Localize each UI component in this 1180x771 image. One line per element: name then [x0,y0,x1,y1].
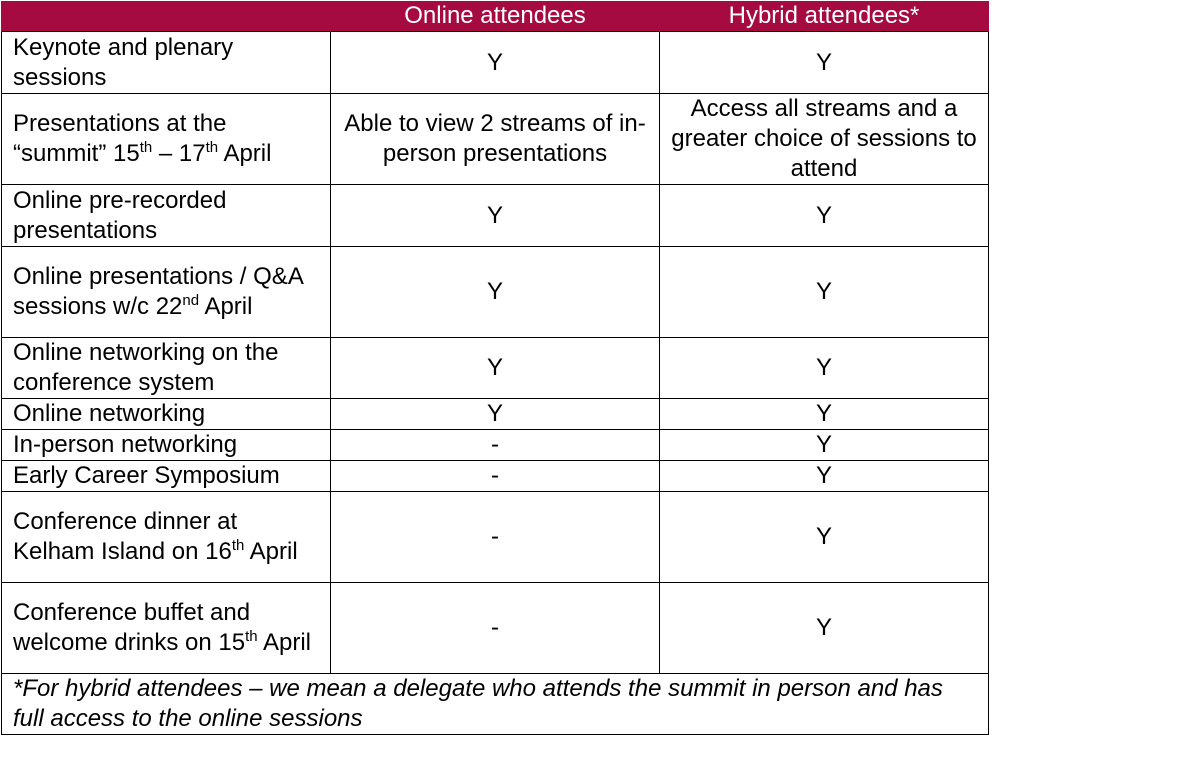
hybrid-value: Y [660,399,989,430]
feature-text: Conference dinner at Kelham Island on 16 [13,508,238,565]
hybrid-value: Y [660,583,989,674]
feature-text: Online presentations / Q&A sessions w/c 22 [13,263,303,320]
header-corner-cell [2,1,331,32]
feature-text: Conference buffet and welcome drinks on 15 [13,599,251,656]
online-value: - [331,461,660,492]
online-value: Y [331,399,660,430]
table-row [2,32,989,94]
table-row [2,247,989,338]
online-value: - [331,583,660,674]
feature-cell: Early Career Symposium [2,461,331,492]
feature-text: April [257,629,311,656]
feature-cell: Online networking on the conference system [2,338,331,399]
hybrid-value: Access all streams and a greater choice of sessions to attend [660,94,989,185]
feature-text: – 17 [152,140,206,167]
feature-cell [2,247,331,338]
hybrid-value: Y [660,492,989,583]
header-hybrid-attendees: Hybrid attendees* [660,1,989,32]
feature-text: April [199,293,253,320]
feature-text: April [244,538,298,565]
table-row [2,94,989,185]
hybrid-value: Y [660,338,989,399]
attendance-comparison-table [1,1,989,735]
online-value: Y [331,338,660,399]
feature-cell [2,94,331,185]
online-value: - [331,430,660,461]
hybrid-value: Y [660,430,989,461]
online-value: Able to view 2 streams of in-person presentations [331,94,660,185]
online-value: Y [331,185,660,247]
table-row [2,430,989,461]
table-row [2,338,989,399]
table-row [2,461,989,492]
table-row [2,399,989,430]
table-row [2,185,989,247]
feature-cell [2,492,331,583]
hybrid-value: Y [660,185,989,247]
table-row [2,492,989,583]
online-value: - [331,492,660,583]
hybrid-value: Y [660,32,989,94]
header-online-attendees: Online attendees [331,1,660,32]
ordinal-suffix: th [139,139,153,156]
hybrid-value: Y [660,461,989,492]
online-value: Y [331,247,660,338]
footnote-row [2,674,989,735]
hybrid-value: Y [660,247,989,338]
feature-cell: Keynote and plenary sessions [2,32,331,94]
table-row [2,583,989,674]
ordinal-suffix: nd [182,292,200,309]
ordinal-suffix: th [205,139,219,156]
header-row [2,1,989,32]
feature-cell: Online pre-recorded presentations [2,185,331,247]
online-value: Y [331,32,660,94]
feature-cell [2,583,331,674]
feature-cell: Online networking [2,399,331,430]
footnote: *For hybrid attendees – we mean a delegate who attends the summit in person and has full access to the online sessions [2,674,989,735]
feature-text: April [218,140,272,167]
feature-text: Presentations at the “summit” 15 [13,110,227,167]
feature-cell: In-person networking [2,430,331,461]
ordinal-suffix: th [231,537,245,554]
ordinal-suffix: th [245,628,258,645]
